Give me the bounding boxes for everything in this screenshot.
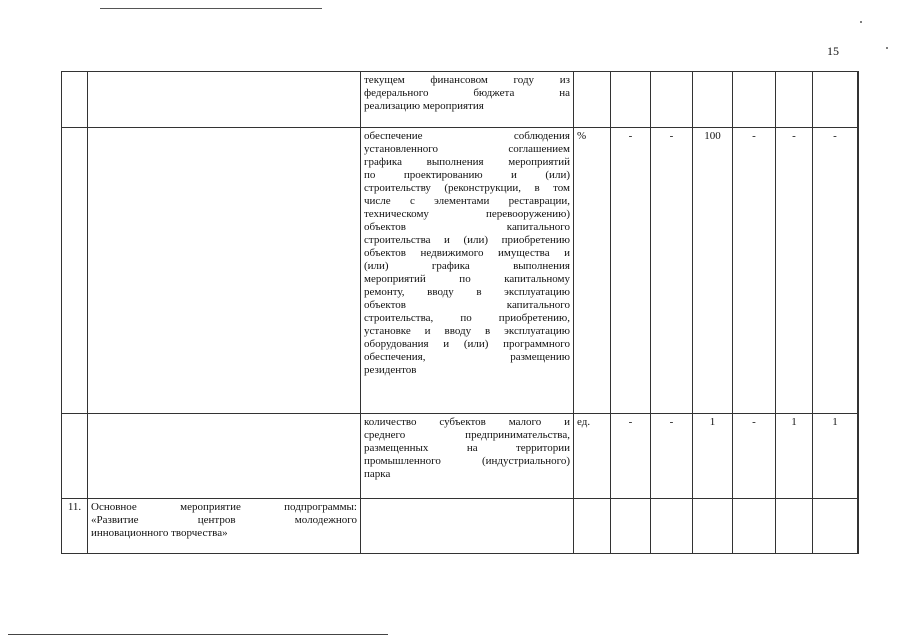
unit-cell: ед. [574,414,611,499]
indicator-line: техническому перевооружению) [364,208,570,220]
value-cell [776,499,813,554]
indicator-cell [361,414,574,499]
indicator-line: мероприятий по капитальному [364,273,570,285]
value-cell [733,499,776,554]
indicator-line: обеспечения, размещению [364,351,570,363]
row-number [62,72,88,128]
event-line: Основное мероприятие подпрограммы: [91,501,357,513]
scan-speck [886,47,888,49]
event-cell [88,128,361,414]
event-cell [88,414,361,499]
event-cell [88,499,361,554]
value-cell: - [651,128,693,414]
row-number: 11. [62,499,88,554]
indicator-line: объектов недвижимого имущества и [364,247,570,259]
indicator-line: обеспечение соблюдения [364,130,570,142]
value-cell [611,72,651,128]
row-number [62,128,88,414]
value-cell [858,72,859,128]
value-cell [858,499,859,554]
indicator-line: размещенных на территории [364,442,570,454]
indicator-line: установленного соглашением [364,143,570,155]
value-cell: - [611,414,651,499]
unit-cell [574,499,611,554]
table-row [62,499,859,554]
value-cell [693,72,733,128]
top-rule [100,8,322,9]
page-number: 15 [827,44,839,58]
indicator-line: по проектированию и (или) [364,169,570,181]
indicator-cell [361,499,574,554]
value-cell [611,499,651,554]
value-cell [858,128,859,414]
indicator-line: графика выполнения мероприятий [364,156,570,168]
value-cell [776,72,813,128]
indicator-line: строительству (реконструкции, в том [364,182,570,194]
indicator-line: парка [364,468,391,480]
value-cell: - [733,128,776,414]
indicator-line: установке и вводу в эксплуатацию [364,325,570,337]
value-cell [813,499,858,554]
value-cell [651,72,693,128]
value-cell [733,72,776,128]
row-number [62,414,88,499]
indicator-line: федерального бюджета на [364,87,570,99]
unit-cell: % [574,128,611,414]
scan-speck [860,21,862,23]
event-line: «Развитие центров молодежного [91,514,357,526]
indicator-line: объектов капитального [364,221,570,233]
indicator-line: количество субъектов малого и [364,416,570,428]
indicator-cell [361,128,574,414]
indicator-cell [361,72,574,128]
table-row [62,128,859,414]
value-cell [693,499,733,554]
value-cell: 100 [693,128,733,414]
value-cell: - [651,414,693,499]
value-cell [651,499,693,554]
value-cell [813,72,858,128]
value-cell: - [813,128,858,414]
event-cell [88,72,361,128]
indicator-line: строительства, по приобретению, [364,312,570,324]
measures-table [61,71,859,554]
unit-cell [574,72,611,128]
indicator-line: ремонту, вводу в эксплуатацию [364,286,570,298]
value-cell: - [776,128,813,414]
indicator-line: объектов капитального [364,299,570,311]
value-cell: 1 [776,414,813,499]
value-cell: - [733,414,776,499]
value-cell [858,414,859,499]
value-cell: 1 [813,414,858,499]
indicator-line: оборудования и (или) программного [364,338,570,350]
indicator-line: числе с элементами реставрации, [364,195,570,207]
value-cell: - [611,128,651,414]
indicator-line: реализацию мероприятия [364,100,484,112]
indicator-line: резидентов [364,364,417,376]
table-row [62,72,859,128]
indicator-line: промышленного (индустриального) [364,455,570,467]
bottom-rule [8,634,388,635]
value-cell: 1 [693,414,733,499]
indicator-line: строительства и (или) приобретению [364,234,570,246]
indicator-line: текущем финансовом году из [364,74,570,86]
indicator-line: (или) графика выполнения [364,260,570,272]
event-line: инновационного творчества» [91,527,228,539]
table-row [62,414,859,499]
indicator-line: среднего предпринимательства, [364,429,570,441]
